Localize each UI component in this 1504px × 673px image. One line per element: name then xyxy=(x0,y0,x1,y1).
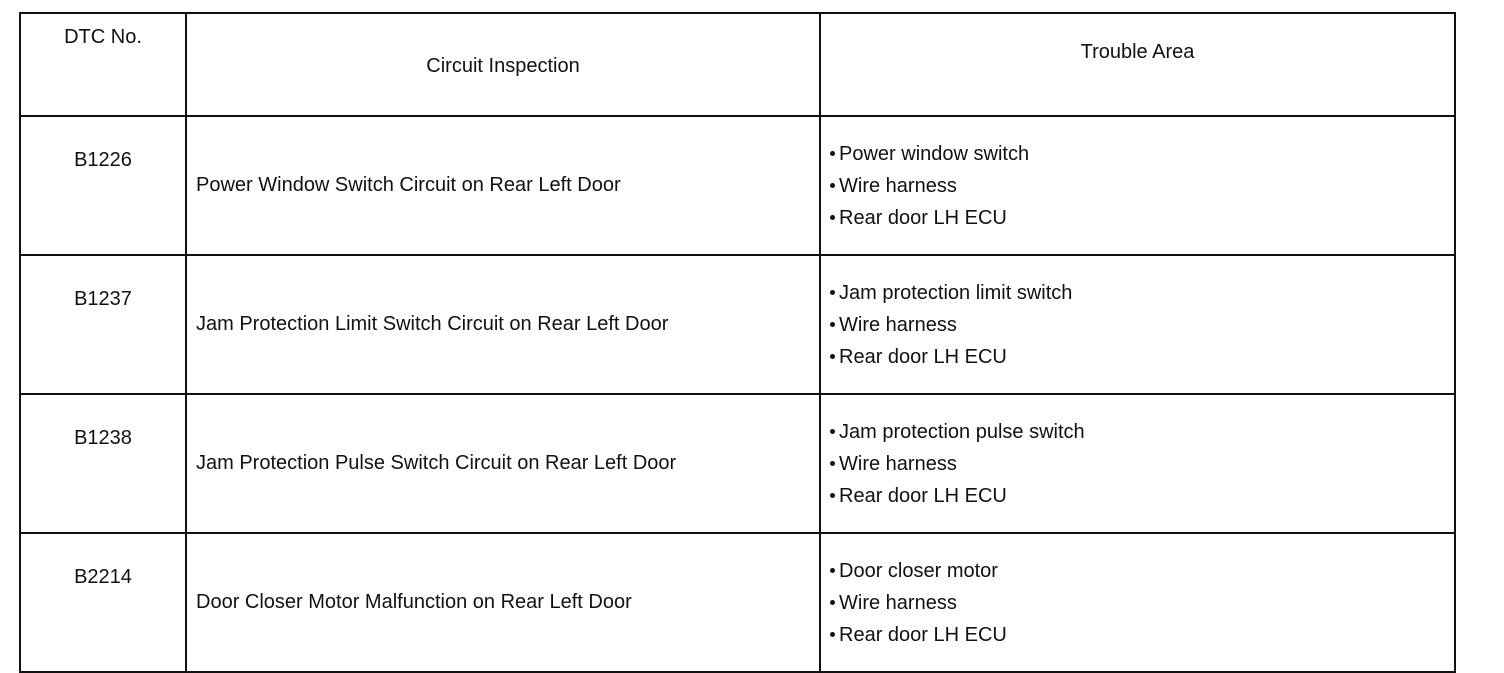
trouble-area xyxy=(820,116,1455,255)
circuit-inspection: Jam Protection Pulse Switch Circuit on Rear Left Door xyxy=(186,394,820,533)
trouble-area-item xyxy=(830,138,1454,170)
trouble-area-item xyxy=(830,448,1454,480)
bullet-icon xyxy=(830,632,835,637)
bullet-icon xyxy=(830,461,835,466)
dtc-code: B1237 xyxy=(20,255,186,394)
bullet-icon xyxy=(830,290,835,295)
trouble-area-item xyxy=(830,619,1454,651)
circuit-inspection: Door Closer Motor Malfunction on Rear Left Door xyxy=(186,533,820,672)
header-circuit-inspection: Circuit Inspection xyxy=(186,13,820,116)
dtc-code: B1226 xyxy=(20,116,186,255)
table-row xyxy=(20,116,1455,255)
trouble-area-label: Jam protection pulse switch xyxy=(839,420,1085,443)
bullet-icon xyxy=(830,151,835,156)
bullet-icon xyxy=(830,493,835,498)
circuit-inspection: Power Window Switch Circuit on Rear Left Door xyxy=(186,116,820,255)
trouble-area-label: Rear door LH ECU xyxy=(839,206,1007,229)
bullet-icon xyxy=(830,568,835,573)
table-body xyxy=(20,116,1455,672)
table-row xyxy=(20,533,1455,672)
trouble-area-item xyxy=(830,341,1454,373)
bullet-icon xyxy=(830,354,835,359)
trouble-area-label: Door closer motor xyxy=(839,559,998,582)
trouble-area xyxy=(820,533,1455,672)
trouble-area-label: Wire harness xyxy=(839,591,957,614)
trouble-area-label: Rear door LH ECU xyxy=(839,623,1007,646)
trouble-area-label: Rear door LH ECU xyxy=(839,484,1007,507)
trouble-area-list xyxy=(830,138,1454,234)
dtc-table xyxy=(19,12,1456,673)
trouble-area-list xyxy=(830,277,1454,373)
trouble-area xyxy=(820,394,1455,533)
trouble-area-item xyxy=(830,416,1454,448)
trouble-area-label: Wire harness xyxy=(839,313,957,336)
bullet-icon xyxy=(830,429,835,434)
circuit-inspection: Jam Protection Limit Switch Circuit on Rear Left Door xyxy=(186,255,820,394)
dtc-code: B1238 xyxy=(20,394,186,533)
table-row xyxy=(20,394,1455,533)
trouble-area-list xyxy=(830,555,1454,651)
bullet-icon xyxy=(830,600,835,605)
trouble-area-item xyxy=(830,587,1454,619)
trouble-area-item xyxy=(830,480,1454,512)
header-trouble-area: Trouble Area xyxy=(820,13,1455,116)
bullet-icon xyxy=(830,322,835,327)
trouble-area-label: Wire harness xyxy=(839,174,957,197)
trouble-area-label: Wire harness xyxy=(839,452,957,475)
trouble-area-label: Power window switch xyxy=(839,142,1030,165)
trouble-area-item xyxy=(830,202,1454,234)
bullet-icon xyxy=(830,183,835,188)
header-dtc-no: DTC No. xyxy=(20,13,186,116)
bullet-icon xyxy=(830,215,835,220)
trouble-area xyxy=(820,255,1455,394)
trouble-area-item xyxy=(830,309,1454,341)
trouble-area-label: Jam protection limit switch xyxy=(839,281,1073,304)
header-row xyxy=(20,13,1455,116)
trouble-area-item xyxy=(830,170,1454,202)
trouble-area-item xyxy=(830,555,1454,587)
trouble-area-label: Rear door LH ECU xyxy=(839,345,1007,368)
trouble-area-item xyxy=(830,277,1454,309)
trouble-area-list xyxy=(830,416,1454,512)
table-header xyxy=(20,13,1455,116)
dtc-code: B2214 xyxy=(20,533,186,672)
table-row xyxy=(20,255,1455,394)
